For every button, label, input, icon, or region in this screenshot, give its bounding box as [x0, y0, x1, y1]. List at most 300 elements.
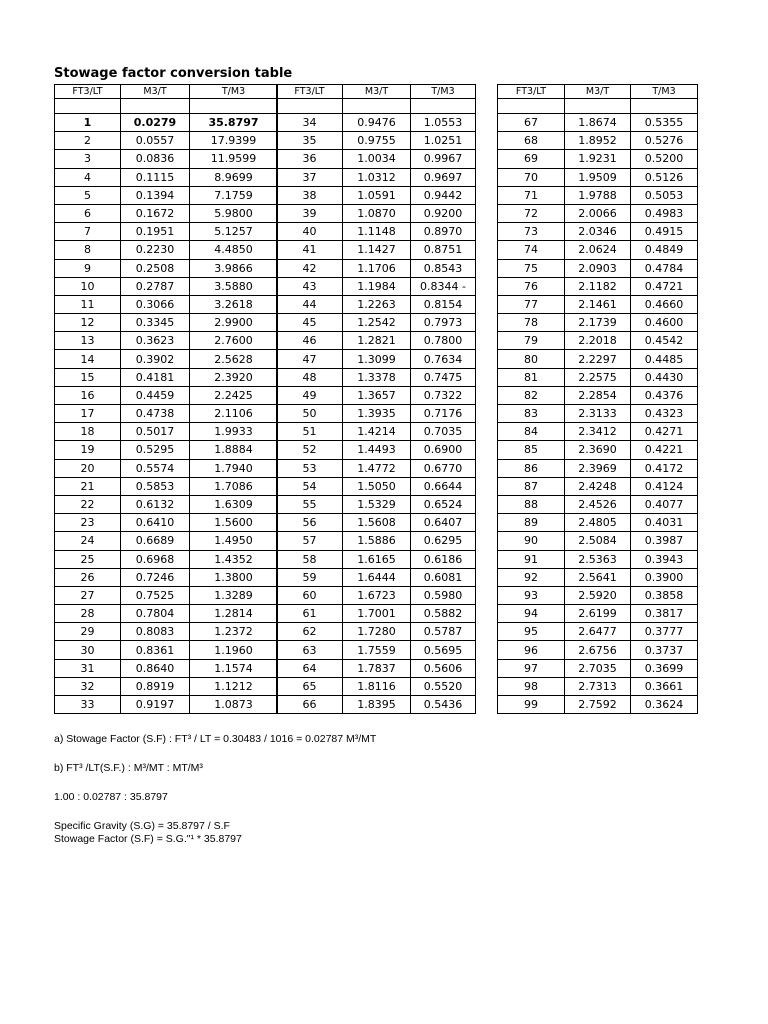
table-row — [277, 332, 476, 350]
note-stowage-factor-from-sg: Stowage Factor (S.F) = S.G."¹ * 35.8797 — [54, 833, 242, 845]
table-row — [277, 568, 476, 586]
t-m3-cell: 0.5276 — [631, 132, 698, 150]
m3-t-cell: 2.2575 — [565, 368, 631, 386]
ft3-lt-cell: 18 — [55, 423, 121, 441]
m3-t-cell: 0.3345 — [121, 314, 190, 332]
t-m3-cell: 0.4031 — [631, 514, 698, 532]
m3-t-cell: 0.8640 — [121, 659, 190, 677]
t-m3-cell: 1.4352 — [190, 550, 278, 568]
table-row — [55, 277, 278, 295]
t-m3-cell: 0.6770 — [411, 459, 476, 477]
ft3-lt-cell: 98 — [498, 677, 565, 695]
m3-t-cell: 0.3902 — [121, 350, 190, 368]
m3-t-cell: 0.3066 — [121, 295, 190, 313]
t-m3-cell: 0.9442 — [411, 186, 476, 204]
m3-t-cell: 1.4493 — [343, 441, 411, 459]
blank-cell — [498, 99, 565, 114]
t-m3-cell: 1.2372 — [190, 623, 278, 641]
m3-t-cell: 0.8083 — [121, 623, 190, 641]
table-row — [277, 550, 476, 568]
m3-t-cell: 1.8674 — [565, 114, 631, 132]
ft3-lt-cell: 64 — [277, 659, 343, 677]
m3-t-cell: 0.5295 — [121, 441, 190, 459]
table-row — [498, 350, 698, 368]
table-row — [55, 204, 278, 222]
ft3-lt-cell: 23 — [55, 514, 121, 532]
m3-t-cell: 1.3099 — [343, 350, 411, 368]
t-m3-cell: 0.6295 — [411, 532, 476, 550]
ft3-lt-cell: 67 — [498, 114, 565, 132]
t-m3-cell: 0.3624 — [631, 696, 698, 714]
t-m3-cell: 0.4485 — [631, 350, 698, 368]
ft3-lt-cell: 94 — [498, 605, 565, 623]
table-row — [498, 495, 698, 513]
t-m3-cell: 0.5980 — [411, 586, 476, 604]
t-m3-cell: 0.3817 — [631, 605, 698, 623]
ft3-lt-cell: 88 — [498, 495, 565, 513]
m3-t-cell: 0.4181 — [121, 368, 190, 386]
m3-t-cell: 1.2821 — [343, 332, 411, 350]
table-row — [277, 277, 476, 295]
table-row — [55, 405, 278, 423]
ft3-lt-cell: 38 — [277, 186, 343, 204]
table-row — [498, 168, 698, 186]
m3-t-cell: 1.3378 — [343, 368, 411, 386]
column-header-t-m3: T/M3 — [411, 85, 476, 99]
ft3-lt-cell: 96 — [498, 641, 565, 659]
table-row — [55, 241, 278, 259]
m3-t-cell: 2.2297 — [565, 350, 631, 368]
column-header-t-m3: T/M3 — [631, 85, 698, 99]
m3-t-cell: 2.1461 — [565, 295, 631, 313]
blank-row — [277, 99, 476, 114]
table-row — [498, 368, 698, 386]
table-row — [498, 423, 698, 441]
t-m3-cell: 2.1106 — [190, 405, 278, 423]
m3-t-cell: 1.0870 — [343, 204, 411, 222]
t-m3-cell: 1.3800 — [190, 568, 278, 586]
t-m3-cell: 2.7600 — [190, 332, 278, 350]
ft3-lt-cell: 6 — [55, 204, 121, 222]
table-row — [277, 659, 476, 677]
t-m3-cell: 1.0553 — [411, 114, 476, 132]
table-row — [277, 314, 476, 332]
t-m3-cell: 0.7322 — [411, 386, 476, 404]
t-m3-cell: 0.4849 — [631, 241, 698, 259]
ft3-lt-cell: 8 — [55, 241, 121, 259]
table-row — [55, 605, 278, 623]
m3-t-cell: 0.4459 — [121, 386, 190, 404]
column-header-ft3-lt: FT3/LT — [498, 85, 565, 99]
table-row — [277, 605, 476, 623]
m3-t-cell: 0.6132 — [121, 495, 190, 513]
m3-t-cell: 1.9231 — [565, 150, 631, 168]
table-row — [277, 150, 476, 168]
ft3-lt-cell: 43 — [277, 277, 343, 295]
t-m3-cell: 1.9933 — [190, 423, 278, 441]
ft3-lt-cell: 65 — [277, 677, 343, 695]
t-m3-cell: 0.7634 — [411, 350, 476, 368]
table-row — [55, 114, 278, 132]
ft3-lt-cell: 83 — [498, 405, 565, 423]
m3-t-cell: 2.2854 — [565, 386, 631, 404]
m3-t-cell: 2.1739 — [565, 314, 631, 332]
table-row — [55, 223, 278, 241]
m3-t-cell: 1.7280 — [343, 623, 411, 641]
table-row — [498, 132, 698, 150]
t-m3-cell: 0.6407 — [411, 514, 476, 532]
table-row — [498, 441, 698, 459]
table-row — [55, 623, 278, 641]
conversion-table-1 — [54, 84, 278, 714]
header-row — [498, 85, 698, 99]
ft3-lt-cell: 63 — [277, 641, 343, 659]
table-row — [277, 186, 476, 204]
t-m3-cell: 2.5628 — [190, 350, 278, 368]
m3-t-cell: 0.5574 — [121, 459, 190, 477]
table-row — [55, 659, 278, 677]
table-row — [277, 641, 476, 659]
ft3-lt-cell: 20 — [55, 459, 121, 477]
ft3-lt-cell: 87 — [498, 477, 565, 495]
table-row — [277, 295, 476, 313]
t-m3-cell: 35.8797 — [190, 114, 278, 132]
note-specific-gravity: Specific Gravity (S.G) = 35.8797 / S.F — [54, 820, 230, 832]
ft3-lt-cell: 95 — [498, 623, 565, 641]
ft3-lt-cell: 11 — [55, 295, 121, 313]
t-m3-cell: 0.5200 — [631, 150, 698, 168]
table-row — [277, 459, 476, 477]
m3-t-cell: 2.7035 — [565, 659, 631, 677]
note-stowage-factor-formula: a) Stowage Factor (S.F) : FT³ / LT = 0.30483 / 1016 = 0.02787 M³/MT — [54, 733, 377, 745]
t-m3-cell: 0.4600 — [631, 314, 698, 332]
t-m3-cell: 0.3737 — [631, 641, 698, 659]
m3-t-cell: 1.4214 — [343, 423, 411, 441]
m3-t-cell: 1.5050 — [343, 477, 411, 495]
ft3-lt-cell: 32 — [55, 677, 121, 695]
table-row — [277, 623, 476, 641]
table-row — [498, 114, 698, 132]
table-row — [498, 150, 698, 168]
t-m3-cell: 0.4271 — [631, 423, 698, 441]
table-row — [498, 295, 698, 313]
t-m3-cell: 0.6900 — [411, 441, 476, 459]
table-row — [55, 641, 278, 659]
table-row — [277, 114, 476, 132]
m3-t-cell: 0.2787 — [121, 277, 190, 295]
m3-t-cell: 2.5084 — [565, 532, 631, 550]
t-m3-cell: 1.2814 — [190, 605, 278, 623]
t-m3-cell: 3.9866 — [190, 259, 278, 277]
m3-t-cell: 2.0066 — [565, 204, 631, 222]
m3-t-cell: 1.3935 — [343, 405, 411, 423]
table-row — [55, 132, 278, 150]
table-row — [498, 314, 698, 332]
t-m3-cell: 0.8970 — [411, 223, 476, 241]
ft3-lt-cell: 66 — [277, 696, 343, 714]
t-m3-cell: 1.1960 — [190, 641, 278, 659]
m3-t-cell: 1.3657 — [343, 386, 411, 404]
m3-t-cell: 2.0346 — [565, 223, 631, 241]
note-ratio-values: 1.00 : 0.02787 : 35.8797 — [54, 791, 168, 803]
ft3-lt-cell: 54 — [277, 477, 343, 495]
ft3-lt-cell: 12 — [55, 314, 121, 332]
table-row — [277, 350, 476, 368]
blank-cell — [411, 99, 476, 114]
ft3-lt-cell: 34 — [277, 114, 343, 132]
table-row — [277, 241, 476, 259]
t-m3-cell: 0.4172 — [631, 459, 698, 477]
m3-t-cell: 2.3690 — [565, 441, 631, 459]
m3-t-cell: 0.0557 — [121, 132, 190, 150]
ft3-lt-cell: 48 — [277, 368, 343, 386]
table-body — [55, 85, 278, 714]
t-m3-cell: 0.9697 — [411, 168, 476, 186]
t-m3-cell: 1.1212 — [190, 677, 278, 695]
table-row — [55, 350, 278, 368]
ft3-lt-cell: 31 — [55, 659, 121, 677]
t-m3-cell: 1.4950 — [190, 532, 278, 550]
t-m3-cell: 0.9967 — [411, 150, 476, 168]
ft3-lt-cell: 5 — [55, 186, 121, 204]
table-row — [55, 259, 278, 277]
m3-t-cell: 1.8952 — [565, 132, 631, 150]
t-m3-cell: 0.9200 — [411, 204, 476, 222]
m3-t-cell: 0.6410 — [121, 514, 190, 532]
conversion-table-2 — [276, 84, 476, 714]
m3-t-cell: 1.6165 — [343, 550, 411, 568]
table-row — [55, 586, 278, 604]
column-header-ft3-lt: FT3/LT — [55, 85, 121, 99]
t-m3-cell: 0.5520 — [411, 677, 476, 695]
t-m3-cell: 5.9800 — [190, 204, 278, 222]
ft3-lt-cell: 84 — [498, 423, 565, 441]
blank-cell — [277, 99, 343, 114]
ft3-lt-cell: 15 — [55, 368, 121, 386]
table-row — [55, 696, 278, 714]
t-m3-cell: 0.5695 — [411, 641, 476, 659]
t-m3-cell: 1.0873 — [190, 696, 278, 714]
t-m3-cell: 0.7800 — [411, 332, 476, 350]
ft3-lt-cell: 61 — [277, 605, 343, 623]
m3-t-cell: 0.1115 — [121, 168, 190, 186]
blank-cell — [55, 99, 121, 114]
ft3-lt-cell: 39 — [277, 204, 343, 222]
t-m3-cell: 0.8154 — [411, 295, 476, 313]
t-m3-cell: 4.4850 — [190, 241, 278, 259]
table-row — [277, 696, 476, 714]
t-m3-cell: 0.7176 — [411, 405, 476, 423]
table-row — [55, 677, 278, 695]
m3-t-cell: 1.7837 — [343, 659, 411, 677]
m3-t-cell: 1.9788 — [565, 186, 631, 204]
t-m3-cell: 0.5436 — [411, 696, 476, 714]
ft3-lt-cell: 68 — [498, 132, 565, 150]
ft3-lt-cell: 69 — [498, 150, 565, 168]
m3-t-cell: 0.0279 — [121, 114, 190, 132]
table-row — [55, 423, 278, 441]
ft3-lt-cell: 17 — [55, 405, 121, 423]
ft3-lt-cell: 79 — [498, 332, 565, 350]
t-m3-cell: 0.4915 — [631, 223, 698, 241]
t-m3-cell: 3.2618 — [190, 295, 278, 313]
m3-t-cell: 2.5920 — [565, 586, 631, 604]
t-m3-cell: 1.0251 — [411, 132, 476, 150]
m3-t-cell: 2.0624 — [565, 241, 631, 259]
t-m3-cell: 0.4323 — [631, 405, 698, 423]
m3-t-cell: 2.4805 — [565, 514, 631, 532]
table-row — [277, 368, 476, 386]
table-row — [498, 386, 698, 404]
m3-t-cell: 0.4738 — [121, 405, 190, 423]
m3-t-cell: 0.2508 — [121, 259, 190, 277]
ft3-lt-cell: 42 — [277, 259, 343, 277]
t-m3-cell: 2.2425 — [190, 386, 278, 404]
t-m3-cell: 2.3920 — [190, 368, 278, 386]
m3-t-cell: 1.6723 — [343, 586, 411, 604]
m3-t-cell: 2.6756 — [565, 641, 631, 659]
m3-t-cell: 2.5363 — [565, 550, 631, 568]
table-row — [55, 295, 278, 313]
t-m3-cell: 0.7475 — [411, 368, 476, 386]
table-row — [277, 441, 476, 459]
m3-t-cell: 0.1394 — [121, 186, 190, 204]
t-m3-cell: 0.7035 — [411, 423, 476, 441]
ft3-lt-cell: 92 — [498, 568, 565, 586]
m3-t-cell: 1.7001 — [343, 605, 411, 623]
table-row — [55, 332, 278, 350]
m3-t-cell: 0.8361 — [121, 641, 190, 659]
ft3-lt-cell: 13 — [55, 332, 121, 350]
t-m3-cell: 5.1257 — [190, 223, 278, 241]
table-row — [55, 532, 278, 550]
ft3-lt-cell: 99 — [498, 696, 565, 714]
ft3-lt-cell: 25 — [55, 550, 121, 568]
m3-t-cell: 2.7592 — [565, 696, 631, 714]
m3-t-cell: 2.2018 — [565, 332, 631, 350]
m3-t-cell: 2.7313 — [565, 677, 631, 695]
ft3-lt-cell: 86 — [498, 459, 565, 477]
m3-t-cell: 0.1672 — [121, 204, 190, 222]
t-m3-cell: 0.8543 — [411, 259, 476, 277]
blank-cell — [121, 99, 190, 114]
m3-t-cell: 2.4526 — [565, 495, 631, 513]
t-m3-cell: 0.4376 — [631, 386, 698, 404]
t-m3-cell: 1.7940 — [190, 459, 278, 477]
t-m3-cell: 1.1574 — [190, 659, 278, 677]
ft3-lt-cell: 16 — [55, 386, 121, 404]
ft3-lt-cell: 29 — [55, 623, 121, 641]
table-row — [498, 586, 698, 604]
blank-cell — [190, 99, 278, 114]
ft3-lt-cell: 85 — [498, 441, 565, 459]
blank-row — [498, 99, 698, 114]
ft3-lt-cell: 45 — [277, 314, 343, 332]
m3-t-cell: 1.0591 — [343, 186, 411, 204]
ft3-lt-cell: 73 — [498, 223, 565, 241]
ft3-lt-cell: 57 — [277, 532, 343, 550]
table-body — [498, 85, 698, 714]
table-row — [277, 514, 476, 532]
ft3-lt-cell: 70 — [498, 168, 565, 186]
table-body — [277, 85, 476, 714]
table-row — [498, 332, 698, 350]
t-m3-cell: 0.5053 — [631, 186, 698, 204]
t-m3-cell: 0.4124 — [631, 477, 698, 495]
m3-t-cell: 1.8116 — [343, 677, 411, 695]
ft3-lt-cell: 58 — [277, 550, 343, 568]
t-m3-cell: 0.7973 — [411, 314, 476, 332]
m3-t-cell: 1.5329 — [343, 495, 411, 513]
ft3-lt-cell: 37 — [277, 168, 343, 186]
ft3-lt-cell: 59 — [277, 568, 343, 586]
t-m3-cell: 0.8751 — [411, 241, 476, 259]
table-row — [498, 477, 698, 495]
ft3-lt-cell: 47 — [277, 350, 343, 368]
table-row — [277, 386, 476, 404]
ft3-lt-cell: 60 — [277, 586, 343, 604]
ft3-lt-cell: 52 — [277, 441, 343, 459]
ft3-lt-cell: 7 — [55, 223, 121, 241]
table-row — [498, 568, 698, 586]
table-row — [498, 186, 698, 204]
table-row — [55, 441, 278, 459]
ft3-lt-cell: 36 — [277, 150, 343, 168]
ft3-lt-cell: 10 — [55, 277, 121, 295]
table-row — [277, 586, 476, 604]
table-row — [277, 677, 476, 695]
table-row — [55, 314, 278, 332]
t-m3-cell: 0.4430 — [631, 368, 698, 386]
table-row — [498, 532, 698, 550]
blank-cell — [565, 99, 631, 114]
table-row — [55, 150, 278, 168]
ft3-lt-cell: 74 — [498, 241, 565, 259]
ft3-lt-cell: 24 — [55, 532, 121, 550]
m3-t-cell: 1.1984 — [343, 277, 411, 295]
table-row — [277, 132, 476, 150]
t-m3-cell: 0.4784 — [631, 259, 698, 277]
table-row — [498, 204, 698, 222]
ft3-lt-cell: 9 — [55, 259, 121, 277]
m3-t-cell: 1.1148 — [343, 223, 411, 241]
m3-t-cell: 2.3133 — [565, 405, 631, 423]
m3-t-cell: 1.0312 — [343, 168, 411, 186]
t-m3-cell: 0.3661 — [631, 677, 698, 695]
ft3-lt-cell: 51 — [277, 423, 343, 441]
t-m3-cell: 0.5355 — [631, 114, 698, 132]
m3-t-cell: 0.6968 — [121, 550, 190, 568]
t-m3-cell: 0.3943 — [631, 550, 698, 568]
ft3-lt-cell: 40 — [277, 223, 343, 241]
m3-t-cell: 2.4248 — [565, 477, 631, 495]
ft3-lt-cell: 21 — [55, 477, 121, 495]
table-row — [498, 459, 698, 477]
t-m3-cell: 0.8344 - — [411, 277, 476, 295]
table-row — [498, 514, 698, 532]
t-m3-cell: 0.4221 — [631, 441, 698, 459]
m3-t-cell: 1.2542 — [343, 314, 411, 332]
page-title: Stowage factor conversion table — [54, 66, 293, 81]
table-row — [277, 495, 476, 513]
ft3-lt-cell: 26 — [55, 568, 121, 586]
table-row — [55, 495, 278, 513]
t-m3-cell: 0.4542 — [631, 332, 698, 350]
t-m3-cell: 0.3777 — [631, 623, 698, 641]
t-m3-cell: 0.3900 — [631, 568, 698, 586]
m3-t-cell: 1.4772 — [343, 459, 411, 477]
table-row — [277, 423, 476, 441]
